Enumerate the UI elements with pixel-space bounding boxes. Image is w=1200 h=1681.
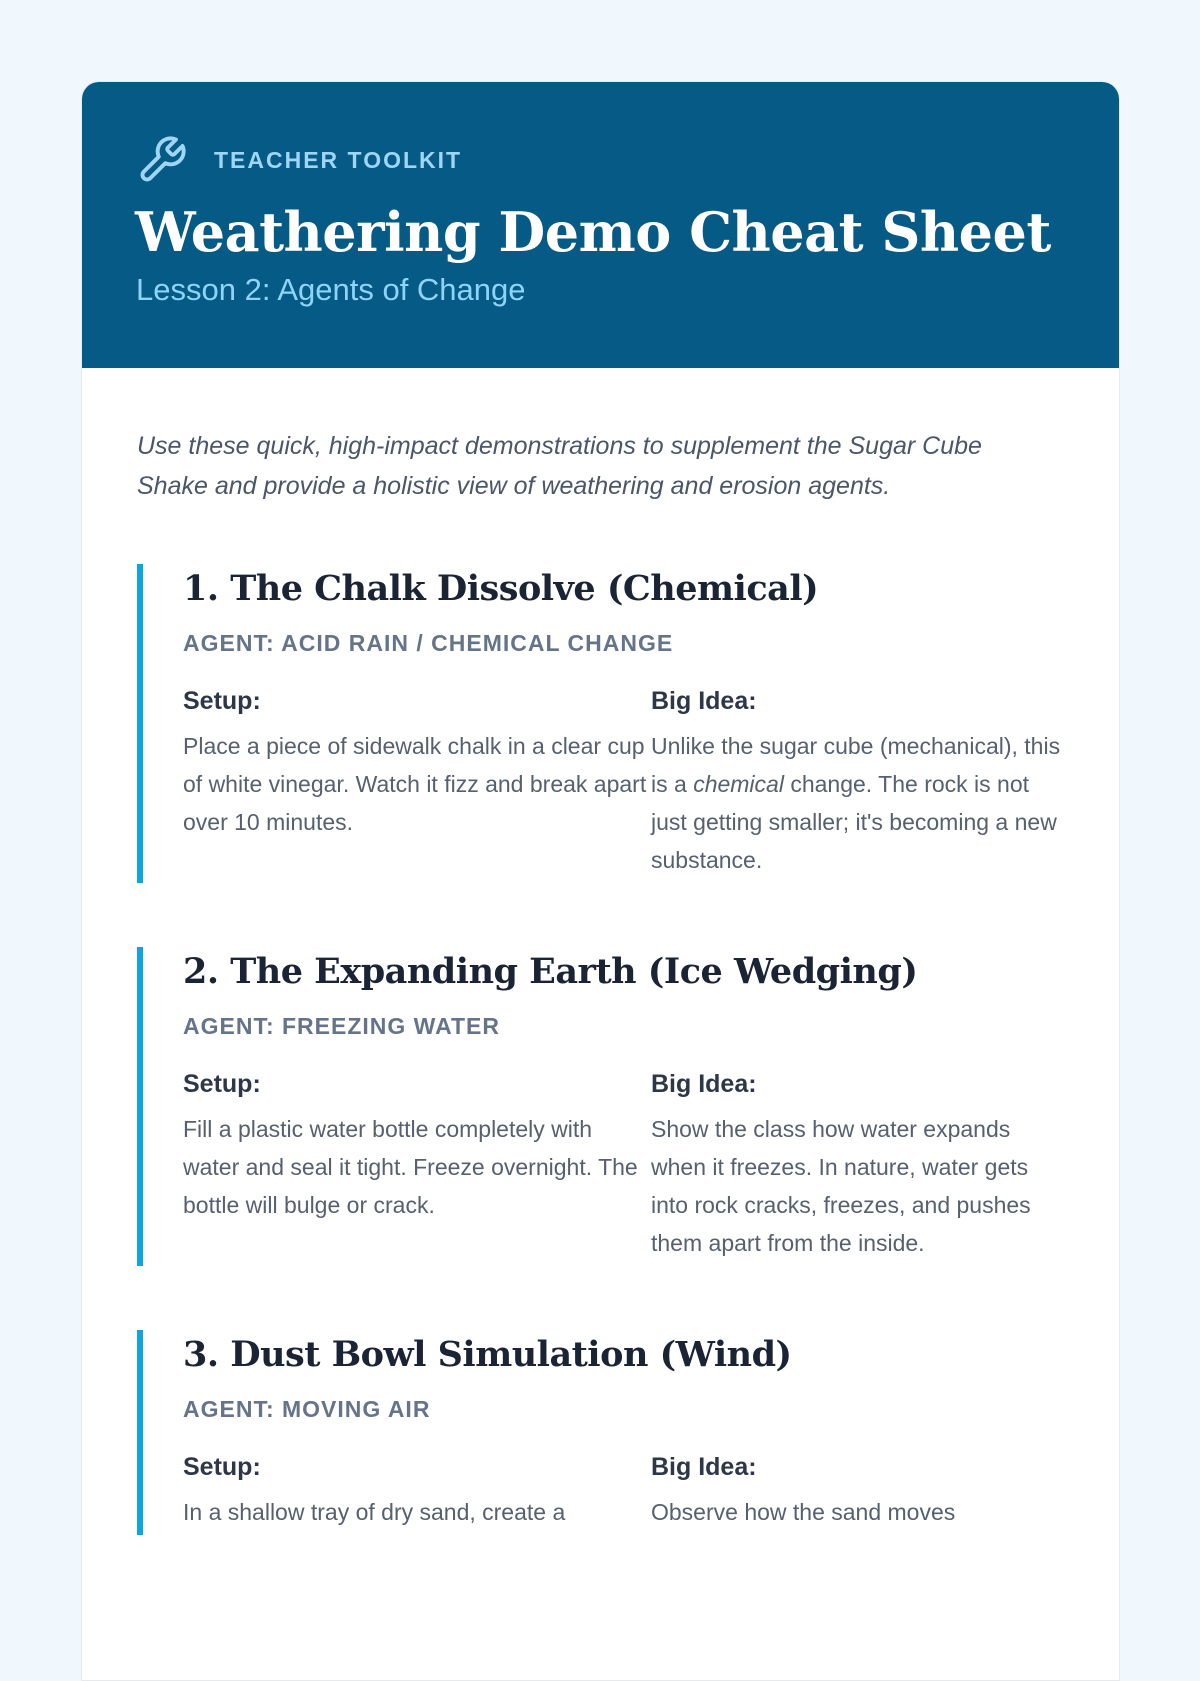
wrench-icon [136, 134, 188, 186]
demo-columns [183, 685, 1065, 879]
big-idea-heading: Big Idea: [651, 687, 757, 715]
demo-agent: AGENT: MOVING AIR [183, 1396, 431, 1422]
page-title: Weathering Demo Cheat Sheet [135, 200, 1051, 264]
demo-title: 1. The Chalk Dissolve (Chemical) [183, 568, 819, 609]
big-idea-heading: Big Idea: [651, 1070, 757, 1098]
eyebrow-row [136, 134, 462, 186]
setup-text: Place a piece of sidewalk chalk in a clear cup of white vinegar. Watch it fizz and break apart over 10 minutes. [183, 733, 647, 835]
setup-column [183, 1068, 651, 1262]
demo-title: 2. The Expanding Earth (Ice Wedging) [183, 951, 918, 992]
demo-title: 3. Dust Bowl Simulation (Wind) [183, 1334, 792, 1375]
intro-text: Use these quick, high-impact demonstrations to supplement the Sugar Cube Shake and provide a holistic view of weathering and erosion agents. [137, 432, 982, 500]
setup-text: In a shallow tray of dry sand, create a [183, 1499, 566, 1525]
demo-card-wind [137, 1330, 1065, 1535]
setup-column [183, 685, 651, 879]
eyebrow-label: TEACHER TOOLKIT [214, 146, 463, 173]
big-idea-column [651, 1068, 1071, 1262]
setup-column [183, 1451, 651, 1531]
header [82, 82, 1119, 368]
demo-card-chalk [137, 564, 1065, 883]
cheat-sheet-card [81, 81, 1120, 1681]
setup-heading: Setup: [183, 687, 261, 715]
demo-columns [183, 1451, 1065, 1531]
big-idea-heading: Big Idea: [651, 1453, 757, 1481]
big-idea-text-end: change. The rock is not just getting smaller; it's becoming a new substance. [651, 771, 1057, 873]
big-idea-column [651, 685, 1071, 879]
setup-text: Fill a plastic water bottle completely with water and seal it tight. Freeze overnight. The bottle will bulge or crack. [183, 1116, 638, 1218]
page-subtitle: Lesson 2: Agents of Change [136, 272, 526, 307]
big-idea-emphasis: chemical [693, 771, 784, 797]
big-idea-column [651, 1451, 1071, 1531]
setup-heading: Setup: [183, 1453, 261, 1481]
demo-columns [183, 1068, 1065, 1262]
demo-card-ice [137, 947, 1065, 1266]
big-idea-text: Show the class how water expands when it freezes. In nature, water gets into rock cracks, freezes, and pushes them apart from the inside. [651, 1116, 1031, 1256]
demo-agent: AGENT: ACID RAIN / CHEMICAL CHANGE [183, 630, 674, 656]
demo-agent: AGENT: FREEZING WATER [183, 1013, 501, 1039]
big-idea-text [651, 727, 1071, 879]
content [82, 368, 1119, 1535]
setup-heading: Setup: [183, 1070, 261, 1098]
big-idea-text: Observe how the sand moves [651, 1499, 956, 1525]
big-idea-text-start: Unlike the sugar cube (mechanical), this is a [651, 733, 1061, 797]
